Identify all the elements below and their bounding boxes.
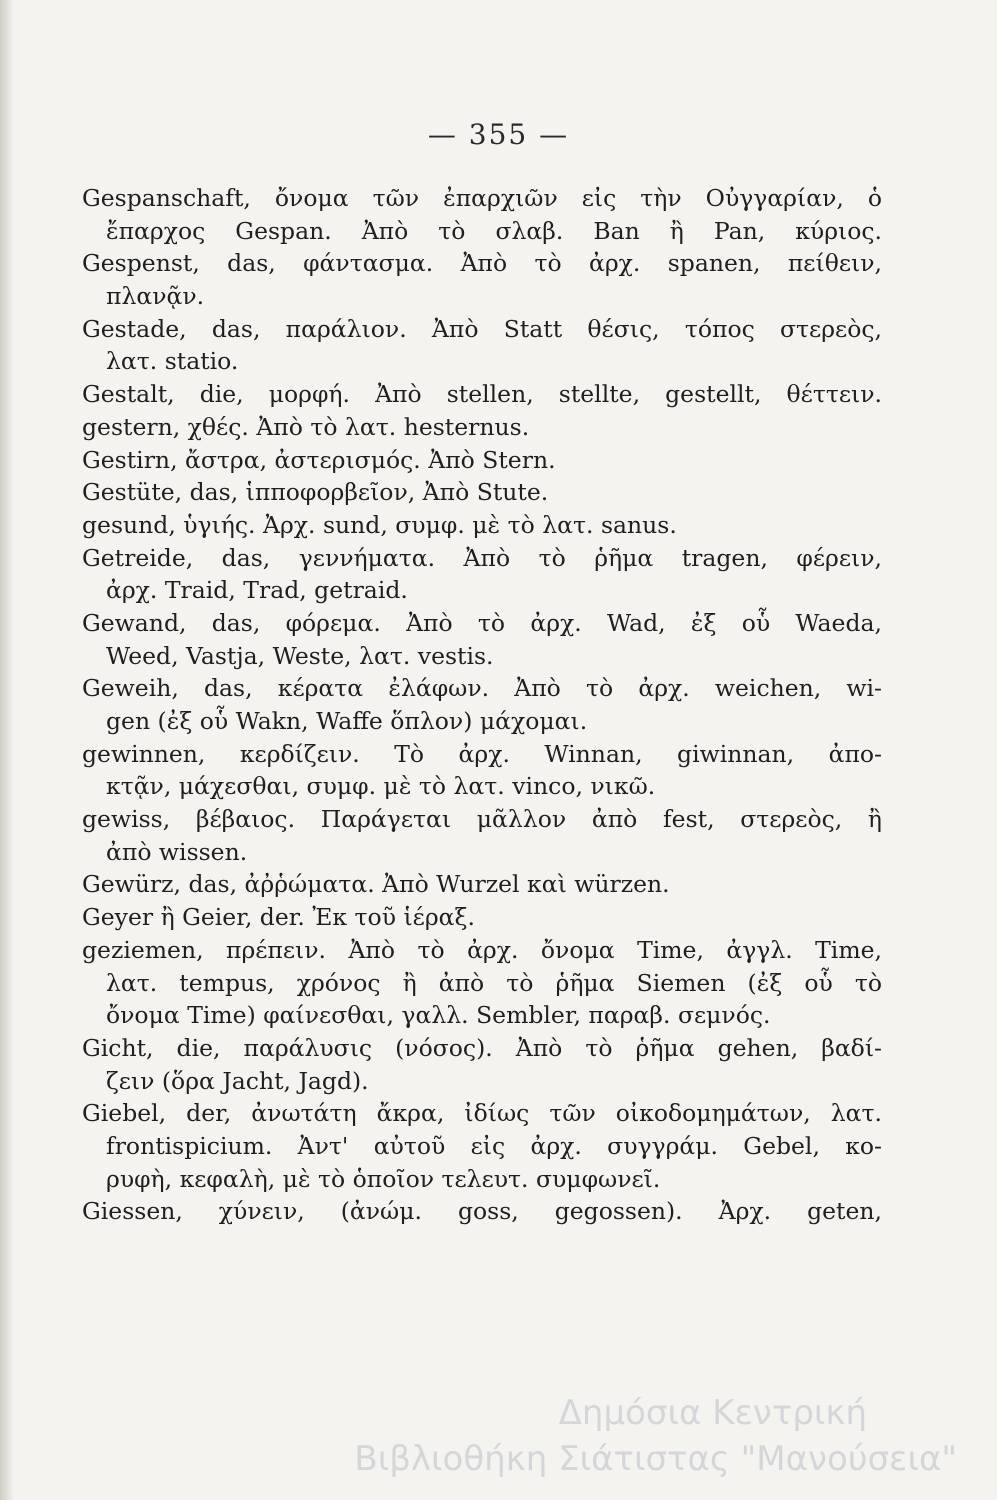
- text-line: λατ. statio.: [106, 347, 239, 376]
- text-line: ἔπαρχος Gespan. Ἀπὸ τὸ σλαβ. Ban ἢ Pan, κύριος.: [106, 216, 882, 245]
- text-line: ἀρχ. Traid, Trad, getraid.: [106, 576, 408, 605]
- text-line: Gestade, das, παράλιον. Ἀπὸ Statt θέσις, τόπος στερεὸς,: [82, 314, 882, 343]
- page-number: — 355 —: [427, 118, 570, 151]
- text-line: ρυφὴ, κεφαλὴ, μὲ τὸ ὁποῖον τελευτ. συμφωνεῖ.: [106, 1164, 661, 1193]
- text-line: frontispicium. Ἀντ' αὐτοῦ εἰς ἀρχ. συγγράμ. Gebel, κο-: [106, 1131, 882, 1160]
- text-line: Gestirn, ἄστρα, ἀστερισμός. Ἀπὸ Stern.: [82, 445, 556, 474]
- text-line: gestern, χθές. Ἀπὸ τὸ λατ. hesternus.: [82, 412, 530, 441]
- text-line: Getreide, das, γεννήματα. Ἀπὸ τὸ ῥῆμα tragen, φέρειν,: [82, 543, 882, 572]
- text-line: Gestüte, das, ἱπποφορβεῖον, Ἀπὸ Stute.: [82, 478, 549, 507]
- text-line: Gewand, das, φόρεμα. Ἀπὸ τὸ ἀρχ. Wad, ἐξ οὗ Waeda,: [82, 608, 882, 637]
- text-line: gewinnen, κερδίζειν. Τὸ ἀρχ. Winnan, giwinnan, ἀπο-: [82, 739, 882, 768]
- text-line: Giebel, der, ἀνωτάτη ἄκρα, ἰδίως τῶν οἰκοδομημάτων, λατ.: [82, 1099, 882, 1128]
- text-line: gewiss, βέβαιος. Παράγεται μᾶλλον ἀπὸ fest, στερεὸς, ἢ: [82, 805, 882, 834]
- text-line: Weed, Vastja, Weste, λατ. vestis.: [106, 641, 494, 670]
- text-line: Gespanschaft, ὄνομα τῶν ἐπαρχιῶν εἰς τὴν Οὐγγαρίαν, ὁ: [82, 184, 882, 212]
- text-line: Gicht, die, παράλυσις (νόσος). Ἀπὸ τὸ ῥῆμα gehen, βαδί-: [82, 1033, 882, 1062]
- text-line: gesund, ὑγιής. Ἀρχ. sund, συμφ. μὲ τὸ λατ. sanus.: [82, 510, 677, 539]
- text-line: Geyer ἢ Geier, der. Ἐκ τοῦ ἱέραξ.: [82, 903, 475, 932]
- page-binding-shadow: [0, 0, 14, 1500]
- text-line: ὄνομα Time) φαίνεσθαι, γαλλ. Sembler, παραβ. σεμνός.: [106, 1001, 771, 1030]
- text-line: Gewürz, das, ἀῤῥώματα. Ἀπὸ Wurzel καὶ würzen.: [82, 870, 670, 899]
- text-line: πλανᾷν.: [106, 282, 205, 311]
- text-line: geziemen, πρέπειν. Ἀπὸ τὸ ἀρχ. ὄνομα Time, ἀγγλ. Time,: [82, 935, 882, 964]
- text-line: Geweih, das, κέρατα ἐλάφων. Ἀπὸ τὸ ἀρχ. weichen, wi-: [82, 674, 882, 703]
- text-line: Giessen, χύνειν, (ἀνώμ. goss, gegossen). Ἀρχ. geten,: [82, 1197, 882, 1226]
- watermark-line-2: Βιβλιοθήκη Σιάτιστας "Μανούσεια": [354, 1439, 957, 1479]
- text-line: κτᾷν, μάχεσθαι, συμφ. μὲ τὸ λατ. vinco, νικῶ.: [106, 772, 656, 801]
- text-line: Gespenst, das, φάντασμα. Ἀπὸ τὸ ἀρχ. spanen, πείθειν,: [82, 249, 882, 278]
- text-line: Gestalt, die, μορφή. Ἀπὸ stellen, stellte, gestellt, θέττειν.: [82, 380, 882, 409]
- text-line: ζειν (ὅρα Jacht, Jagd).: [106, 1066, 369, 1095]
- library-watermark: [197, 1390, 957, 1482]
- dictionary-entries: [82, 182, 882, 1228]
- text-line: gen (ἐξ οὗ Wakn, Waffe ὅπλον) μάχομαι.: [106, 707, 588, 735]
- text-line: ἀπὸ wissen.: [106, 837, 248, 866]
- text-line: λατ. tempus, χρόνος ἢ ἀπὸ τὸ ῥῆμα Siemen (ἐξ οὗ τὸ: [106, 968, 882, 997]
- watermark-line-1: Δημόσια Κεντρική: [558, 1393, 867, 1433]
